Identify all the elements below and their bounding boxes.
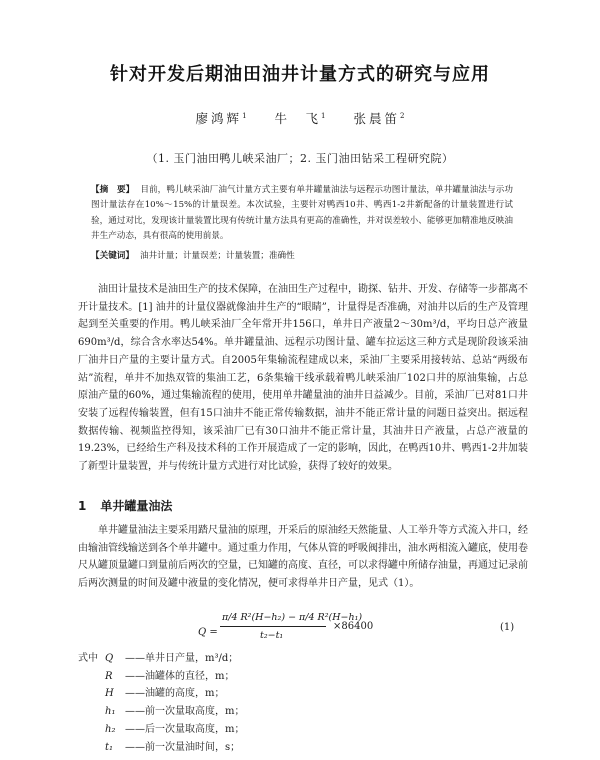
- affiliations: （1. 玉门油田鸭儿峡采油厂；2. 玉门油田钻采工程研究院）: [146, 152, 454, 165]
- variable-symbol: R: [105, 670, 113, 682]
- variable-row: [78, 703, 478, 721]
- author-name: 廖鸿辉: [195, 111, 243, 126]
- variable-symbol: h₂: [105, 723, 116, 735]
- variable-desc: ——单井日产量，m³/d；: [125, 653, 239, 664]
- variable-row: [78, 668, 478, 686]
- abstract-text: 目前，鸭儿峡采油厂油气计量方式主要有单井罐量油法与远程示功图计量法，单井罐量油法与示功图计量法存在10%～15%的计量误差。本次试验，主要针对鸭西10井、鸭西1-2井新配备的计量装置进行试验，通过对比，发现该计量装置比现有传统计量方法具有更高的准确性，并对误差较小、能够更加精准地反映油井生产动态，具有很高的使用前景。: [91, 185, 513, 241]
- variable-row: [78, 721, 478, 739]
- variable-row: [78, 685, 478, 703]
- variable-desc: ——前一次量取高度，m；: [125, 706, 245, 718]
- variable-desc: ——油罐体的直径，m；: [125, 670, 235, 682]
- variable-symbol: t₁: [105, 741, 114, 753]
- abstract-block: [91, 183, 513, 244]
- equation-lhs: Q =: [198, 627, 218, 638]
- variable-desc: ——前一次量油时间，s；: [125, 741, 241, 753]
- author-affil-mark: 2: [399, 111, 405, 120]
- variable-desc: ——油罐的高度，m；: [125, 688, 225, 700]
- variable-definitions: [78, 650, 478, 756]
- section1-paragraph: 单井罐量油法主要采用踏尺量油的原理，开采后的原油经天然能量、人工举升等方式流入井口，经由输油管线输送到各个单井罐中。通过重力作用，气体从管的呼吸阀排出，油水两相流入罐底，使用卷尺从罐顶量罐口到量前后两次的空量，已知罐的高度、直径，可以求得罐中所储存油量，再通过记录前后两次测量的时间及罐中液量的变化情况，便可求得单井日产量，见式（1）。: [78, 525, 528, 590]
- author-affil-mark: 1: [321, 111, 326, 120]
- equation-numerator: π/4 R²(H−h₂) − π/4 R²(H−h₁): [222, 612, 363, 623]
- variable-lead: 式中: [78, 653, 98, 664]
- variable-row: [78, 650, 478, 668]
- keywords-label: 【关键词】: [91, 251, 134, 261]
- abstract-label: 【摘 要】: [91, 185, 135, 195]
- variable-symbol: Q: [105, 653, 114, 664]
- author-line: [0, 109, 600, 127]
- fraction-bar: [220, 626, 326, 627]
- author-name: 牛 飞: [274, 111, 322, 126]
- keywords-block: [91, 249, 513, 263]
- author-name: 张晨笛: [353, 111, 400, 126]
- equation-multiplier: ×86400: [333, 621, 374, 632]
- variable-row: [78, 739, 478, 757]
- variable-symbol: H: [105, 688, 114, 700]
- variable-symbol: h₁: [105, 706, 116, 718]
- paper-title: 针对开发后期油田油井计量方式的研究与应用: [110, 64, 490, 85]
- intro-paragraph: 油田计量技术是油田生产的技术保障，在油田生产过程中，勘探、钻井、开发、存储等一步都离不开计量技术。[1] 油井的计量仪器就像油井生产的“眼睛”，计量得是否准确，对油井以后的生产及管理起到至关重要的作用。鸭儿峡采油厂全年常开井156口，单井日产液量2～30m³/d，平均日总产液量690m³/d，综合含水率达54%。单井罐量油、远程示功图计量、罐车拉运这三种方式是现阶段该采油厂油井日产量的主要计量方式。自2005年集输流程建成以来，采油厂主要采用接转站、总站“两级布站”流程，单井不加热双管的集油工艺，6条集输干线承载着鸭儿峡采油厂102口井的原油集输，占总原油产量的60%，通过集输流程的使用，使用单井罐量油的油井日益减少。目前，采油厂已对81口井安装了远程传输装置，但有15口油井不能正常传输数据，油井不能正常计量的问题日益突出。据远程数据传输、视频监控得知，该采油厂已有30口油井不能正常计量，其油井日产液量，占总产液量的19.23%，已经给生产科及技术科的工作开展造成了一定的影响，因此，在鸭西10井、鸭西1-2井加装了新型计量装置，并与传统计量方式进行对比试验，获得了较好的效果。: [78, 284, 528, 473]
- equation-denominator: t₂−t₁: [260, 630, 284, 641]
- section-number: 1: [78, 499, 87, 513]
- author-affil-mark: 1: [242, 111, 247, 120]
- variable-desc: ——后一次量取高度，m；: [125, 723, 245, 735]
- section-heading: [78, 497, 172, 514]
- equation-number: (1): [500, 622, 515, 633]
- keywords-text: 油井计量；计量误差；计量装置；准确性: [139, 251, 295, 261]
- section-title: 单井罐量油法: [100, 499, 173, 513]
